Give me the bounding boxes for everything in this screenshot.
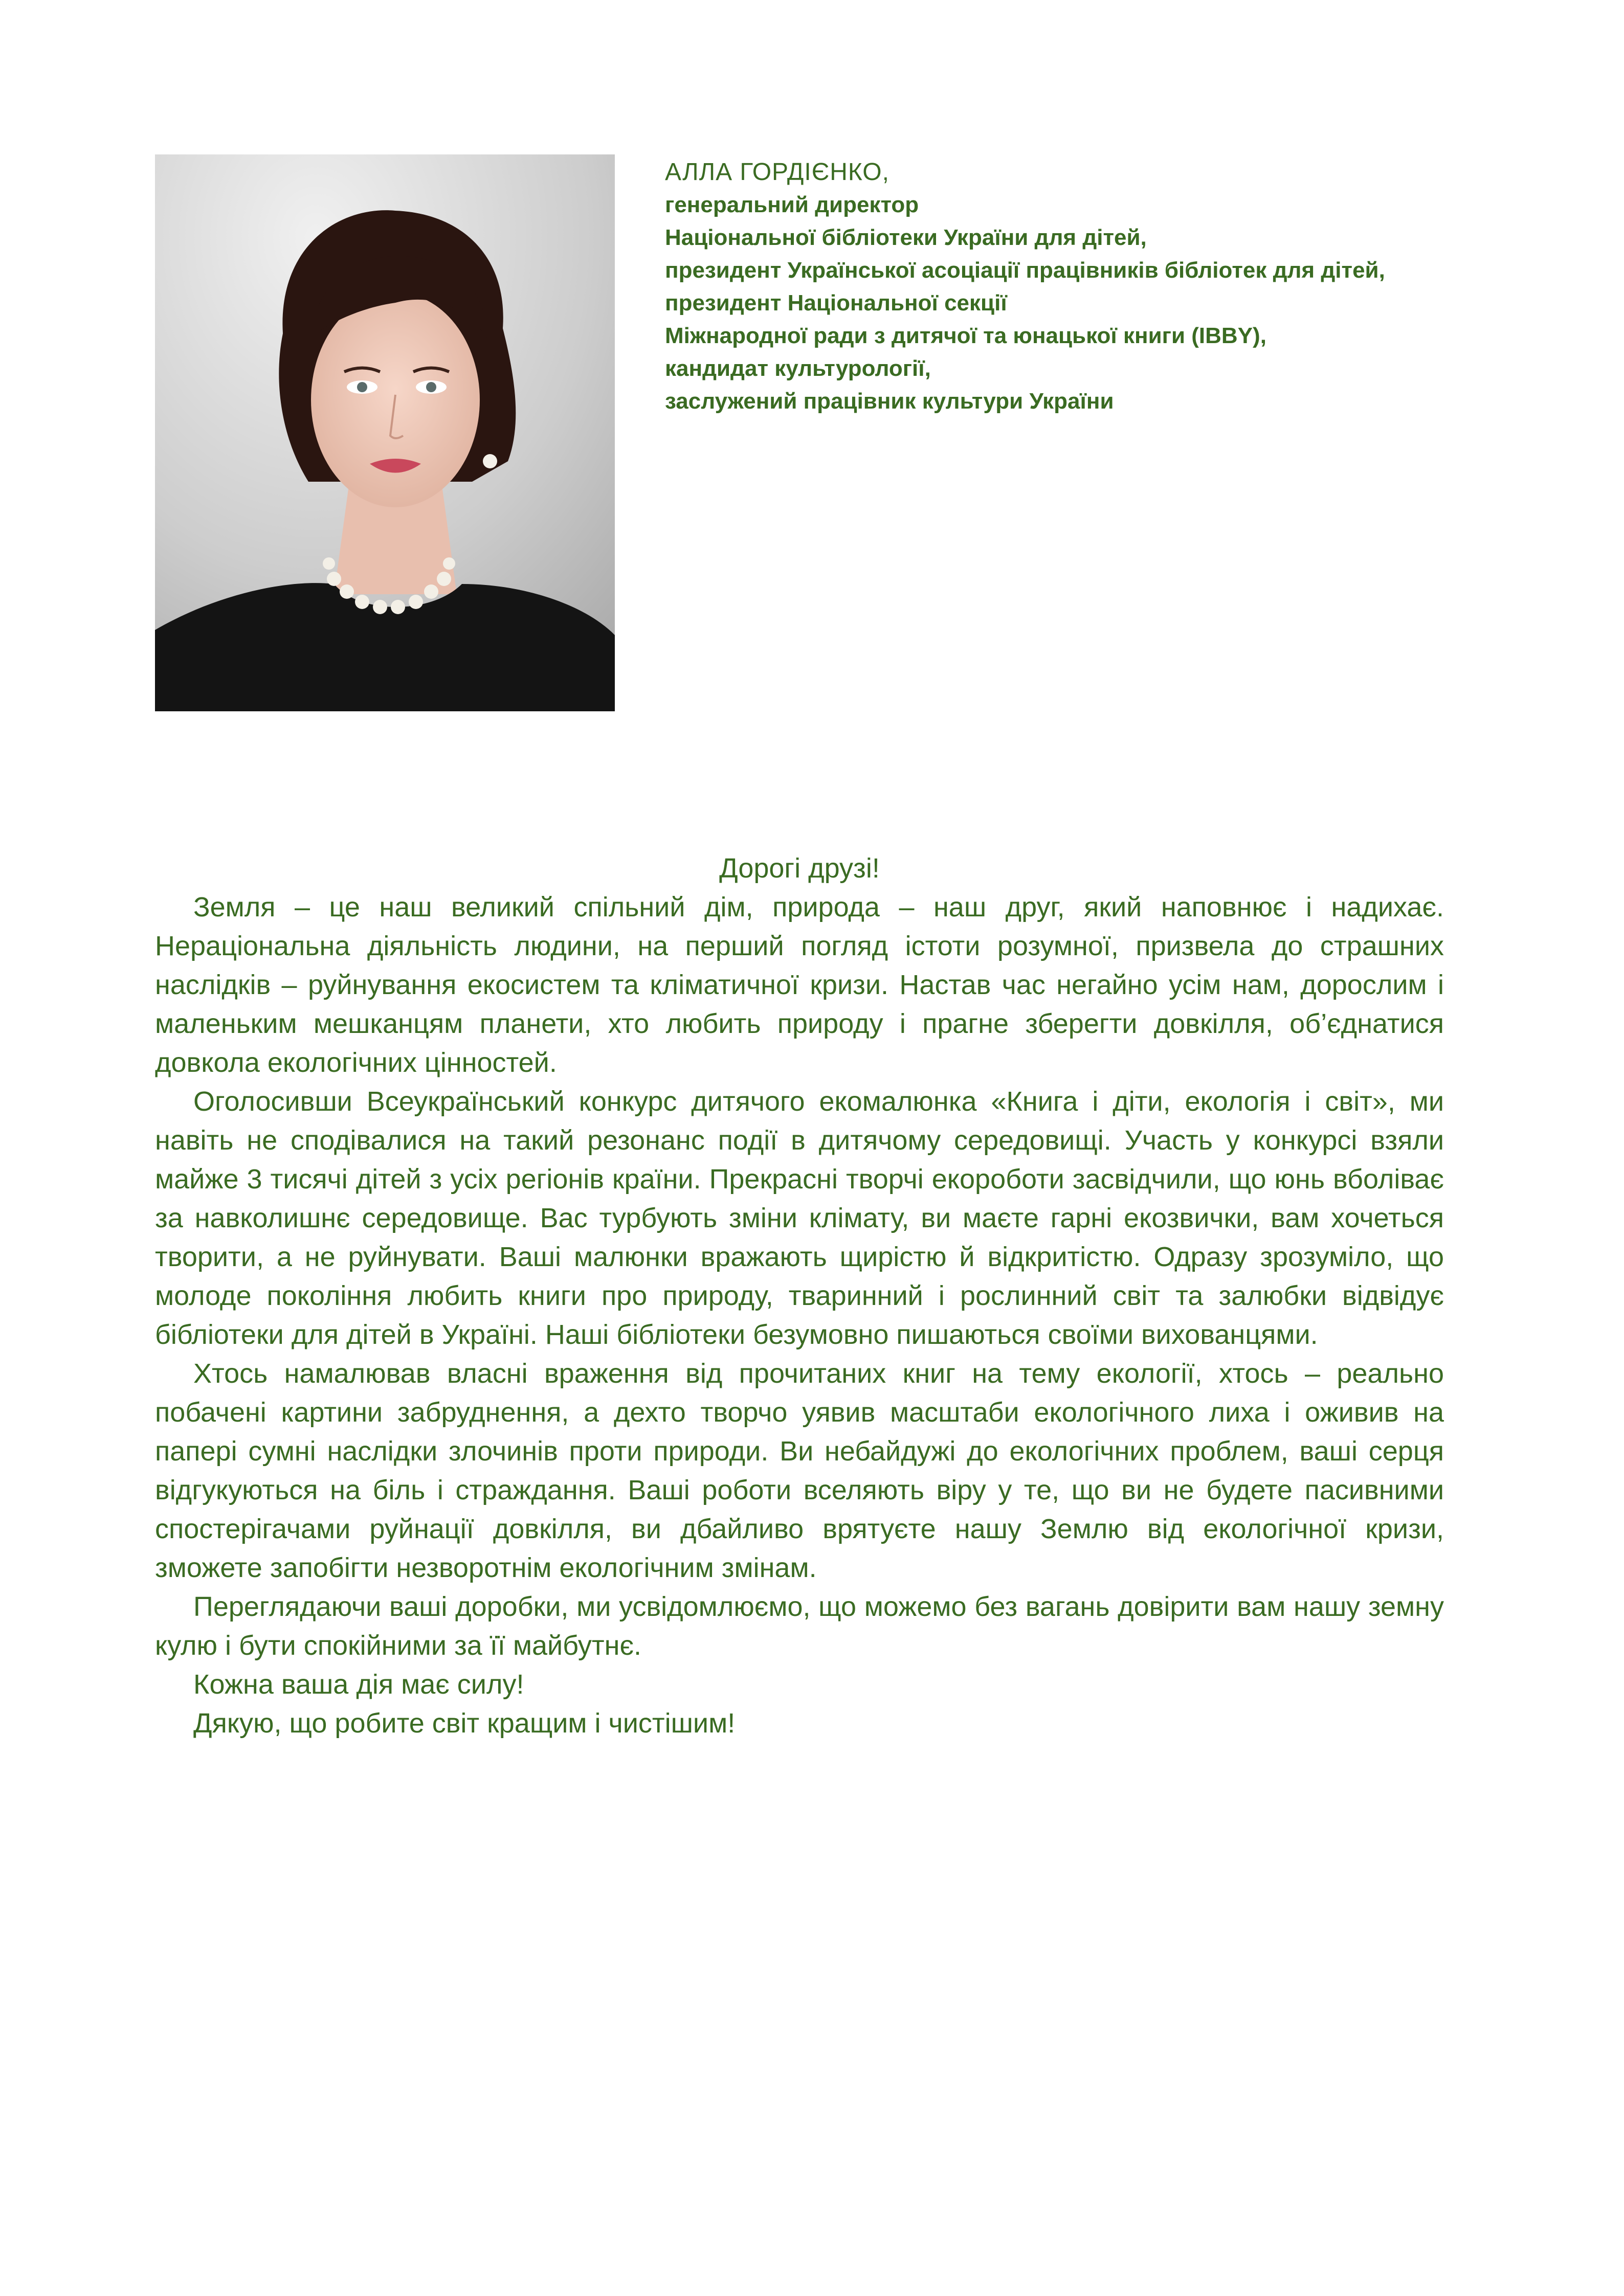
author-name: АЛЛА ГОРДІЄНКО, <box>665 159 889 186</box>
author-credentials <box>665 156 1534 418</box>
letter-body <box>155 849 1444 1743</box>
letter-paragraph: Земля – це наш великий спільний дім, природа – наш друг, який наповнює і надихає. Нераціональна діяльність людини, на перший погляд істоти розумної, призвела до страшних наслідків – руйнування екосистем та кліматичної кризи. Настав час негайно усім нам, дорослим і маленьким мешканцям планети, хто любить природу і прагне зберегти довкілля, об’єднатися довкола екологічних цінностей. <box>155 892 1444 1078</box>
author-title-line: заслужений працівник культури України <box>665 389 1114 414</box>
author-title-line: Міжнародної ради з дитячої та юнацької книги (IBBY), <box>665 323 1266 348</box>
letter-greeting: Дорогі друзі! <box>719 853 880 884</box>
author-title-line: президент Української асоціації працівників бібліотек для дітей, <box>665 258 1385 283</box>
letter-closing-line: Дякую, що робите світ кращим і чистішим! <box>193 1708 736 1739</box>
author-title-line: кандидат культурології, <box>665 356 931 381</box>
letter-paragraph: Переглядаючи ваші доробки, ми усвідомлюємо, що можемо без вагань довірити вам нашу земну кулю і бути спокійними за її майбутнє. <box>155 1591 1444 1661</box>
author-title-line: генеральний директор <box>665 192 919 217</box>
letter-paragraph: Хтось намалював власні враження від прочитаних книг на тему екології, хтось – реально побачені картини забруднення, а дехто творчо уявив масштаби екологічного лиха і оживив на папері сумні наслідки злочинів проти природи. Ви небайдужі до екологічних проблем, ваші серця відгукуються на біль і страждання. Ваші роботи вселяють віру у те, що ви не будете пасивними спостерігачами руйнації довкілля, ви дбайливо врятуєте нашу Землю від екологічної кризи, зможете запобігти незворотнім екологічним змінам. <box>155 1358 1444 1583</box>
author-title-line: Національної бібліотеки України для дітей, <box>665 225 1147 250</box>
author-title-line: президент Національної секції <box>665 290 1007 316</box>
letter-closing-line: Кожна ваша дія має силу! <box>193 1669 524 1700</box>
author-portrait <box>155 154 615 711</box>
letter-paragraph: Оголосивши Всеукраїнський конкурс дитячого екомалюнка «Книга і діти, екологія і світ», ми навіть не сподівалися на такий резонанс події в дитячому середовищі. Участь у конкурсі взяли майже 3 тисячі дітей з усіх регіонів країни. Прекрасні творчі екороботи засвідчили, що юнь вболіває за навколишнє середовище. Вас турбують зміни клімату, ви маєте гарні екозвички, вам хочеться творити, а не руйнувати. Ваші малюнки вражають щирістю й відкритістю. Одразу зрозуміло, що молоде покоління любить книги про природу, тваринний і рослинний світ та залюбки відвідує бібліотеки для дітей в Україні. Наші бібліотеки безумовно пишаються своїми вихованцями. <box>155 1086 1444 1350</box>
portrait-photo <box>155 154 615 711</box>
